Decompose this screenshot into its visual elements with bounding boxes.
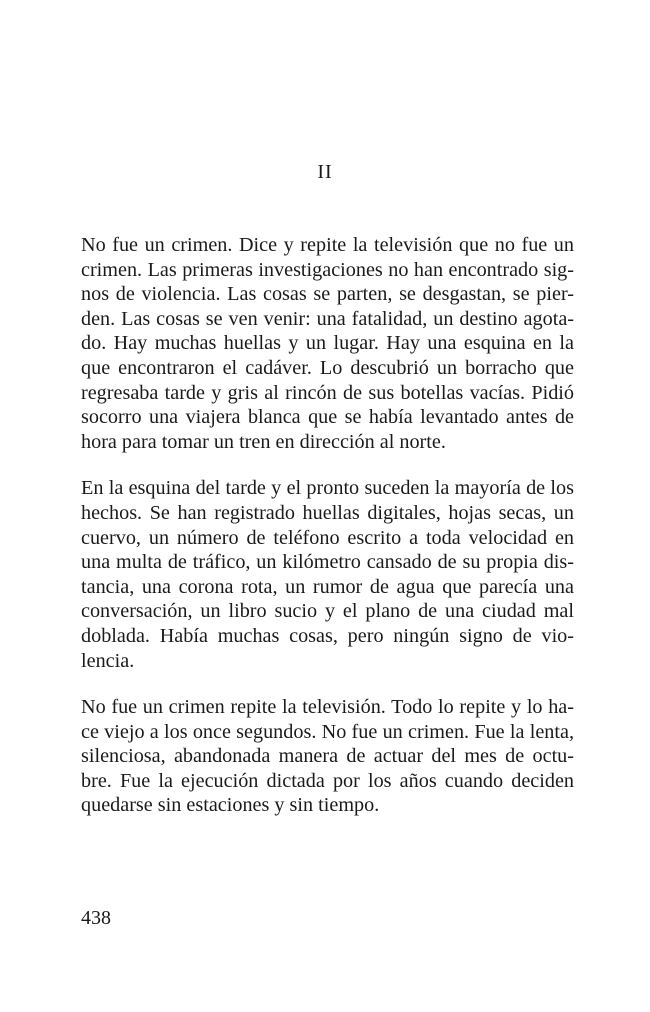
text-line: cuervo, un número de teléfono escrito a toda velocidad en — [81, 526, 574, 549]
text-line: tancia, una corona rota, un rumor de agua que parecía una — [81, 575, 574, 598]
paragraph — [81, 233, 574, 454]
text-line: den. Las cosas se ven venir: una fatalidad, un destino agota- — [81, 307, 574, 330]
text-line: No fue un crimen repite la televisión. Todo lo repite y lo ha- — [81, 696, 574, 719]
chapter-heading: II — [317, 161, 333, 183]
text-line: bre. Fue la ejecución dictada por los años cuando deciden — [81, 769, 574, 792]
text-line: lencia. — [81, 649, 135, 672]
text-line: que encontraron el cadáver. Lo descubrió un borracho que — [81, 356, 574, 379]
text-line: quedarse sin estaciones y sin tiempo. — [81, 794, 380, 817]
paragraph — [81, 695, 574, 818]
paragraph — [81, 476, 574, 673]
text-line: socorro una viajera blanca que se había levantado antes de — [81, 406, 574, 429]
text-line: nos de violencia. Las cosas se parten, se desgastan, se pier- — [81, 283, 574, 306]
text-line: ce viejo a los once segundos. No fue un crimen. Fue la lenta, — [81, 720, 574, 743]
text-line: una multa de tráfico, un kilómetro cansado de su propia dis- — [81, 551, 574, 574]
text-line: crimen. Las primeras investigaciones no han encontrado sig- — [81, 258, 574, 281]
text-line: conversación, un libro sucio y el plano de una ciudad mal — [81, 600, 574, 623]
text-line: No fue un crimen. Dice y repite la televisión que no fue un — [81, 234, 574, 256]
body-text — [81, 233, 574, 840]
text-line: hora para tomar un tren en dirección al norte. — [81, 430, 446, 453]
text-line: do. Hay muchas huellas y un lugar. Hay una esquina en la — [81, 332, 574, 355]
text-line: hechos. Se han registrado huellas digitales, hojas secas, un — [81, 501, 574, 524]
text-line: En la esquina del tarde y el pronto suceden la mayoría de los — [81, 477, 574, 500]
text-line: doblada. Había muchas cosas, pero ningún signo de vio- — [81, 624, 574, 647]
text-line: silenciosa, abandonada manera de actuar del mes de octu- — [81, 745, 574, 768]
text-line: regresaba tarde y gris al rincón de sus botellas vacías. Pidió — [81, 381, 574, 404]
page-number: 438 — [81, 907, 111, 929]
